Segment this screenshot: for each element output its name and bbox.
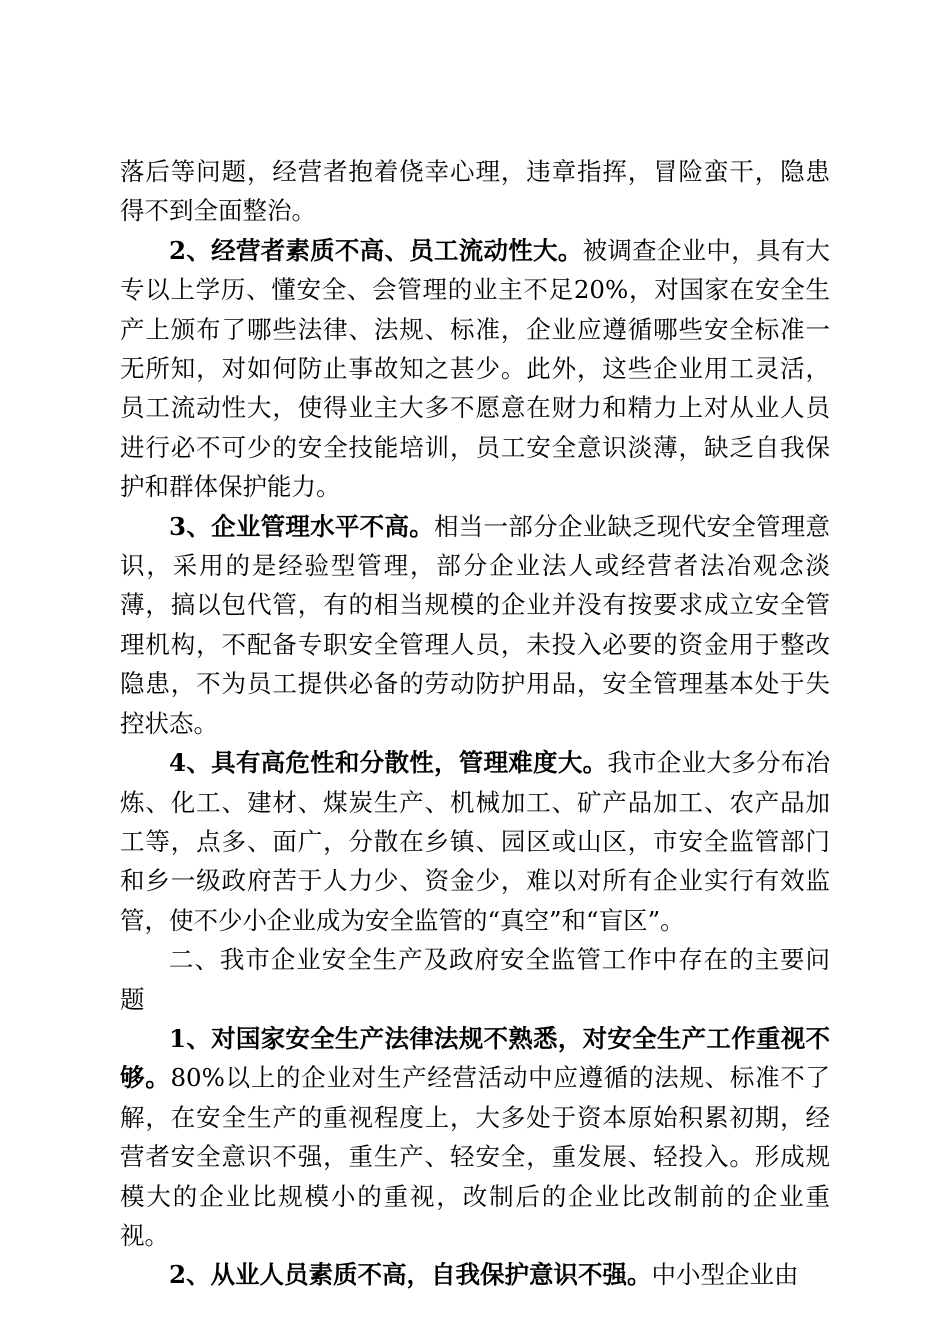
document-body: [120, 152, 830, 1295]
paragraph-6-heading: 2、从业人员素质不高，自我保护意识不强。: [169, 1260, 652, 1290]
paragraph-5-body: 80%以上的企业对生产经营活动中应遵循的法规、标准不了解，在安全生产的重视程度上，大多处于资本原始积累初期，经营者安全意识不强，重生产、轻安全，重发展、轻投入。形成规模大的企业比规模小的重视，改制后的企业比改制前的企业重视。: [120, 1063, 831, 1250]
paragraph-3-heading: 3、企业管理水平不高。: [169, 511, 434, 541]
paragraph-4-heading: 4、具有高危性和分散性，管理难度大。: [169, 748, 608, 778]
paragraph-6: [120, 1255, 830, 1294]
paragraph-2-heading: 2、经营者素质不高、员工流动性大。: [169, 235, 583, 265]
section-heading-text: 二、我市企业安全生产及政府安全监管工作中存在的主要问题: [120, 945, 830, 1014]
paragraph-3-body: 相当一部分企业缺乏现代安全管理意识，采用的是经验型管理，部分企业法人或经营者法冶观念淡薄，搞以包代管，有的相当规模的企业并没有按要求成立安全管理机构，不配备专职安全管理人员，未投入必要的资金用于整改隐患，不为员工提供必备的劳动防护用品，安全管理基本处于失控状态。: [120, 511, 831, 738]
paragraph-5: [120, 1019, 830, 1255]
paragraph-1-body: 落后等问题，经营者抱着侥幸心理，违章指挥，冒险蛮干，隐患得不到全面整治。: [120, 157, 830, 226]
paragraph-1: [120, 152, 830, 231]
paragraph-5-heading: 1、对国家安全生产法律法规不熟悉，对安全生产工作重视不够。: [120, 1023, 830, 1093]
paragraph-6-body: 中小型企业由: [651, 1260, 799, 1290]
paragraph-4-body: 我市企业大多分布冶炼、化工、建材、煤炭生产、机械加工、矿产品加工、农产品加工等，点多、面广，分散在乡镇、园区或山区，市安全监管部门和乡一级政府苦于人力少、资金少，难以对所有企业实行有效监管，使不少小企业成为安全监管的“真空”和“盲区”。: [120, 748, 830, 935]
paragraph-3: [120, 507, 830, 743]
section-heading: [120, 940, 830, 1019]
paragraph-2: [120, 231, 830, 507]
paragraph-2-body: 被调查企业中，具有大专以上学历、懂安全、会管理的业主不足20%，对国家在安全生产上颁布了哪些法律、法规、标准，企业应遵循哪些安全标准一无所知，对如何防止事故知之甚少。此外，这些企业用工灵活，员工流动性大，使得业主大多不愿意在财力和精力上对从业人员进行必不可少的安全技能培训，员工安全意识淡薄，缺乏自我保护和群体保护能力。: [120, 235, 830, 502]
paragraph-4: [120, 743, 830, 940]
